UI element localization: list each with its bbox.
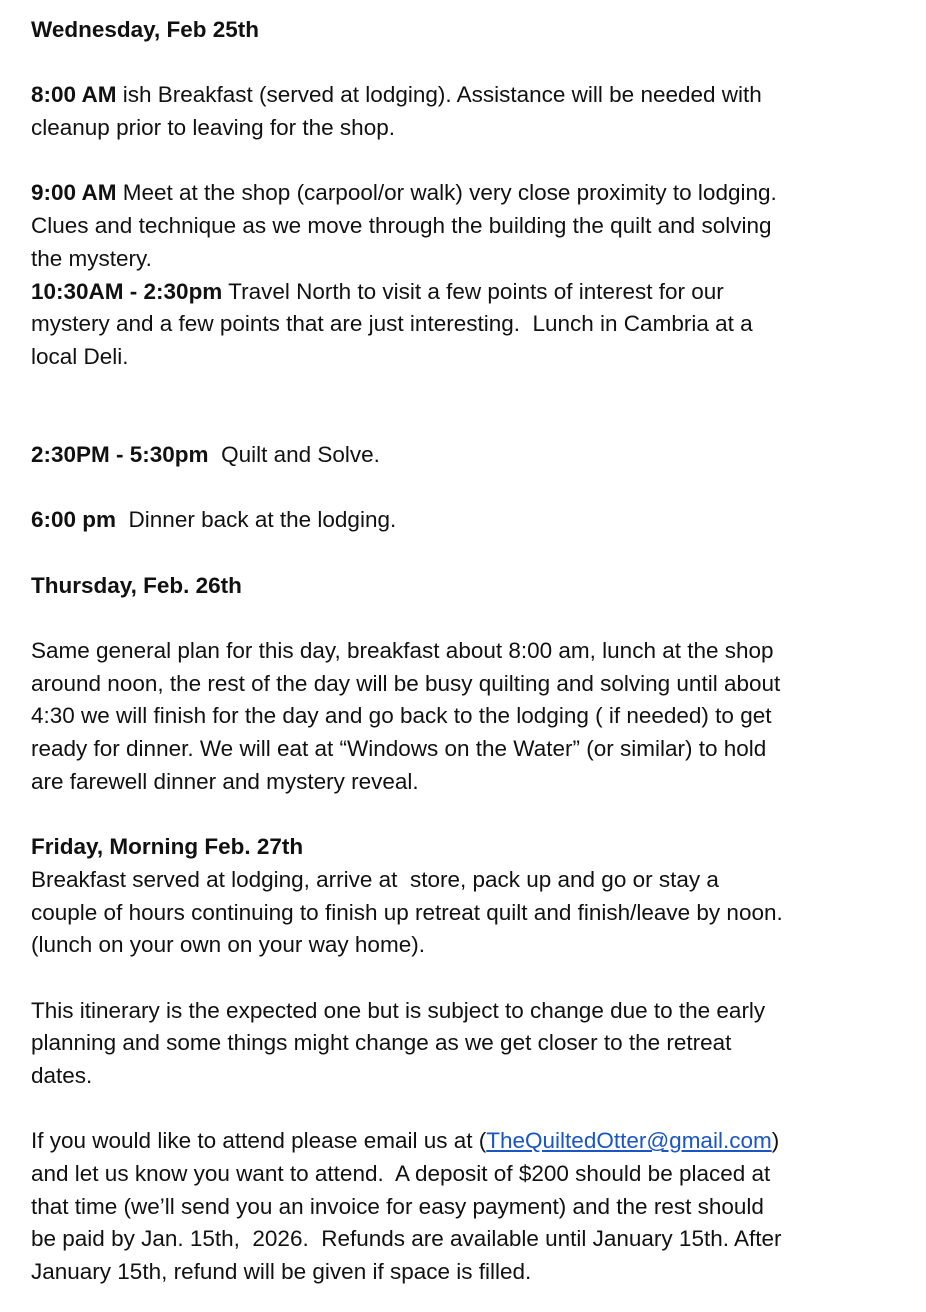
attend-line-3: that time (we’ll send you an invoice for easy payment) and the rest should bbox=[31, 1193, 764, 1219]
attend-line-1: If you would like to attend please email us at (TheQuiltedOtter@gmail.com) bbox=[31, 1128, 780, 1154]
itinerary-document bbox=[31, 14, 891, 1289]
spacer bbox=[31, 962, 891, 995]
wednesday-travel-line-2: mystery and a few points that are just interesting. Lunch in Cambria at a bbox=[31, 311, 753, 337]
friday-line-1: Breakfast served at lodging, arrive at store, pack up and go or stay a bbox=[31, 866, 719, 892]
friday-line-3: (lunch on your own on your way home). bbox=[31, 932, 425, 958]
note-line-2: planning and some things might change as we get closer to the retreat bbox=[31, 1030, 732, 1056]
travel-time: 10:30AM - 2:30pm bbox=[31, 278, 223, 304]
wednesday-meet-line-3: the mystery. bbox=[31, 245, 152, 271]
spacer bbox=[31, 602, 891, 635]
note-line-1: This itinerary is the expected one but is subject to change due to the early bbox=[31, 997, 766, 1023]
wednesday-heading: Wednesday, Feb 25th bbox=[31, 17, 259, 42]
thursday-line-5: are farewell dinner and mystery reveal. bbox=[31, 768, 419, 794]
wednesday-meet-line-2: Clues and technique as we move through the building the quilt and solving bbox=[31, 213, 772, 239]
attend-line-5: January 15th, refund will be given if space is filled. bbox=[31, 1259, 532, 1285]
note-line-3: dates. bbox=[31, 1063, 93, 1088]
wednesday-breakfast-line-2: cleanup prior to leaving for the shop. bbox=[31, 115, 395, 141]
friday-heading: Friday, Morning Feb. 27th bbox=[31, 834, 304, 860]
breakfast-time: 8:00 AM bbox=[31, 82, 117, 108]
spacer bbox=[31, 799, 891, 832]
dinner-time: 6:00 pm bbox=[31, 507, 117, 533]
spacer bbox=[31, 47, 891, 80]
wednesday-meet-line-1: 9:00 AM Meet at the shop (carpool/or walk) very close proximity to lodging. bbox=[31, 180, 777, 206]
spacer bbox=[31, 537, 891, 570]
spacer bbox=[31, 472, 891, 505]
spacer bbox=[31, 406, 891, 439]
wednesday-travel-line-1: 10:30AM - 2:30pm Travel North to visit a few points of interest for our bbox=[31, 278, 724, 304]
spacer bbox=[31, 374, 891, 407]
thursday-line-2: around noon, the rest of the day will be busy quilting and solving until about bbox=[31, 670, 781, 696]
spacer bbox=[31, 1093, 891, 1126]
wednesday-dinner-line: 6:00 pm Dinner back at the lodging. bbox=[31, 507, 397, 533]
wednesday-breakfast-line-1: 8:00 AM ish Breakfast (served at lodging). Assistance will be needed with bbox=[31, 82, 762, 108]
email-link[interactable]: TheQuiltedOtter@gmail.com bbox=[486, 1128, 772, 1154]
attend-line-4: be paid by Jan. 15th, 2026. Refunds are available until January 15th. After bbox=[31, 1226, 782, 1252]
wednesday-quilt-line: 2:30PM - 5:30pm Quilt and Solve. bbox=[31, 441, 380, 467]
quilt-time: 2:30PM - 5:30pm bbox=[31, 441, 209, 467]
thursday-line-1: Same general plan for this day, breakfast about 8:00 am, lunch at the shop bbox=[31, 638, 774, 664]
meet-time: 9:00 AM bbox=[31, 180, 117, 206]
thursday-line-3: 4:30 we will finish for the day and go back to the lodging ( if needed) to get bbox=[31, 703, 772, 729]
thursday-line-4: ready for dinner. We will eat at “Windows on the Water” (or similar) to hold bbox=[31, 736, 767, 762]
thursday-heading: Thursday, Feb. 26th bbox=[31, 572, 242, 598]
friday-line-2: couple of hours continuing to finish up retreat quilt and finish/leave by noon. bbox=[31, 899, 783, 925]
attend-line-2: and let us know you want to attend. A deposit of $200 should be placed at bbox=[31, 1161, 771, 1187]
spacer bbox=[31, 145, 891, 178]
wednesday-travel-line-3: local Deli. bbox=[31, 343, 129, 369]
